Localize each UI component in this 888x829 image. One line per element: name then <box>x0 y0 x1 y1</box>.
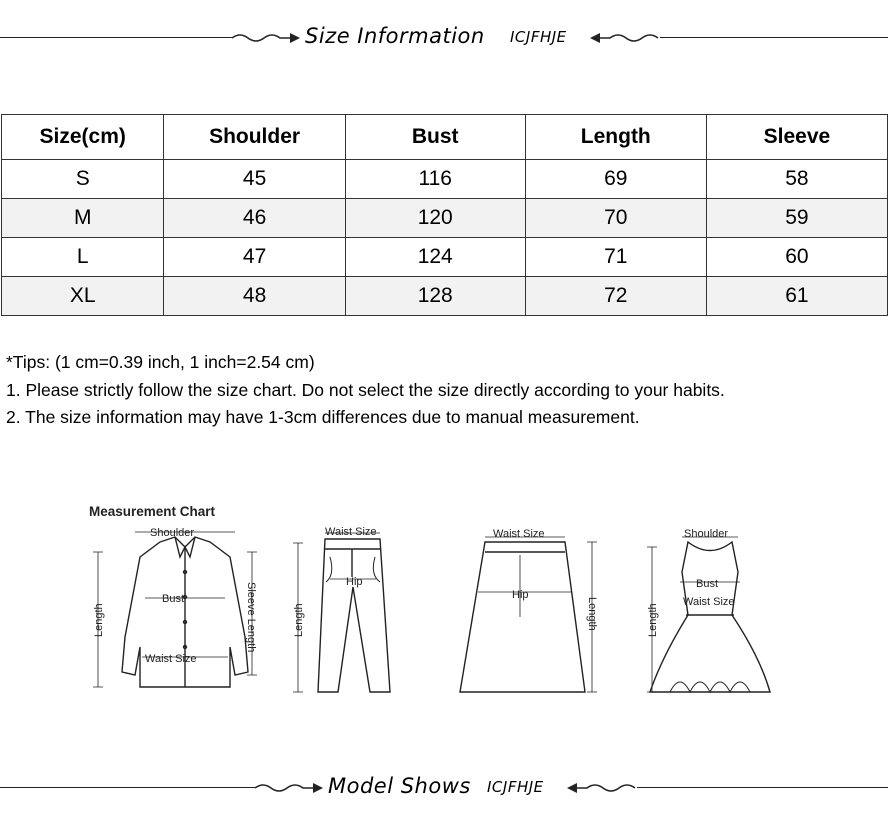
ornament-left-icon <box>232 28 302 48</box>
tips-line: 1. Please strictly follow the size chart. Do not select the size directly according to your habits. <box>6 379 725 400</box>
skirt-hip-label: Hip <box>512 589 529 601</box>
column-header: Shoulder <box>164 115 345 160</box>
shirt-bust-label: Bust <box>162 593 185 605</box>
table-row <box>2 160 888 199</box>
table-cell: S <box>2 160 164 199</box>
pants-hip-label: Hip <box>346 576 363 588</box>
dress-shoulder-label: Shoulder <box>684 528 729 540</box>
header-rule-right <box>637 787 888 788</box>
table-row <box>2 238 888 277</box>
table-cell: 116 <box>345 160 525 199</box>
skirt-diagram-icon <box>460 537 597 692</box>
table-cell: 70 <box>525 199 706 238</box>
table-cell: 60 <box>706 238 887 277</box>
tips-block <box>6 349 725 432</box>
brand-label: ICJFHJE <box>487 778 544 796</box>
model-shows-header <box>0 768 888 808</box>
shirt-sleeve-label: Sleeve Length <box>245 582 257 653</box>
brand-label: ICJFHJE <box>510 28 567 46</box>
shirt-waist-label: Waist Size <box>145 653 197 665</box>
header-rule-left <box>0 37 232 38</box>
dress-bust-label: Bust <box>696 578 719 590</box>
shirt-shoulder-label: Shoulder <box>150 527 195 539</box>
table-cell: 69 <box>525 160 706 199</box>
table-row <box>2 277 888 316</box>
table-cell: M <box>2 199 164 238</box>
size-table <box>1 114 888 316</box>
pants-length-label: Length <box>293 603 305 637</box>
ornament-right-icon <box>567 778 637 798</box>
table-cell: 47 <box>164 238 345 277</box>
table-cell: 61 <box>706 277 887 316</box>
table-cell: 59 <box>706 199 887 238</box>
dress-waist-label: Waist Size <box>683 596 735 608</box>
pants-waist-label: Waist Size <box>325 526 377 538</box>
table-row <box>2 199 888 238</box>
skirt-waist-label: Waist Size <box>493 528 545 540</box>
measurement-illustrations <box>80 497 800 712</box>
table-header-row <box>2 115 888 160</box>
table-cell: 45 <box>164 160 345 199</box>
table-cell: XL <box>2 277 164 316</box>
table-cell: 71 <box>525 238 706 277</box>
header-rule-right <box>660 37 888 38</box>
skirt-length-label: Length <box>586 597 598 631</box>
measurement-chart <box>80 497 800 712</box>
dress-length-label: Length <box>647 603 659 637</box>
table-cell: L <box>2 238 164 277</box>
ornament-right-icon <box>590 28 660 48</box>
shirt-length-label: Length <box>93 603 105 637</box>
measurement-title: Measurement Chart <box>89 504 216 519</box>
column-header: Bust <box>345 115 525 160</box>
table-cell: 128 <box>345 277 525 316</box>
table-cell: 72 <box>525 277 706 316</box>
table-cell: 120 <box>345 199 525 238</box>
table-cell: 46 <box>164 199 345 238</box>
table-cell: 124 <box>345 238 525 277</box>
tips-line: *Tips: (1 cm=0.39 inch, 1 inch=2.54 cm) <box>6 352 315 372</box>
size-information-header <box>0 18 888 58</box>
section-title: Model Shows <box>328 774 471 798</box>
header-rule-left <box>0 787 255 788</box>
table-cell: 58 <box>706 160 887 199</box>
column-header: Length <box>525 115 706 160</box>
section-title: Size Information <box>305 24 485 48</box>
dress-diagram-icon <box>647 537 770 692</box>
pants-diagram-icon <box>293 533 390 692</box>
column-header: Size(cm) <box>2 115 164 160</box>
table-cell: 48 <box>164 277 345 316</box>
tips-line: 2. The size information may have 1-3cm differences due to manual measurement. <box>6 407 640 427</box>
ornament-left-icon <box>255 778 325 798</box>
column-header: Sleeve <box>706 115 887 160</box>
